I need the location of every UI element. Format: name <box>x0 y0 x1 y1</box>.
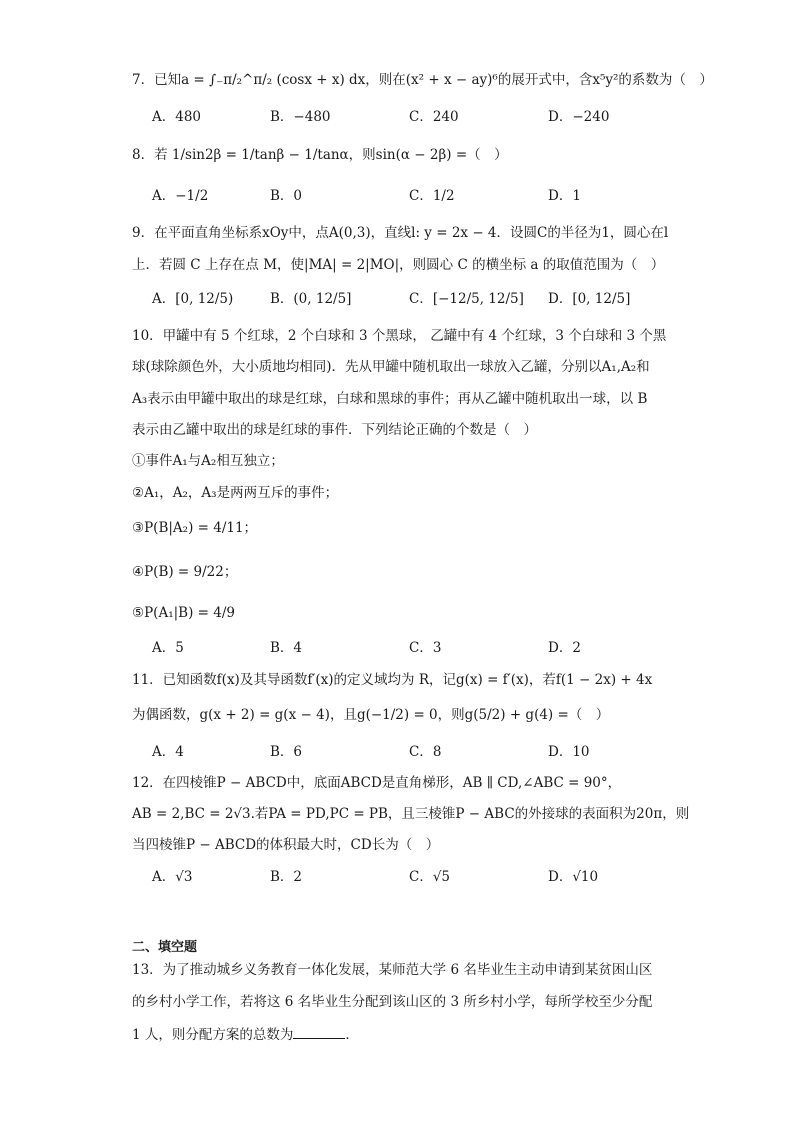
q7-option-d[interactable]: D．−240 <box>548 109 610 125</box>
q10-statement-1: ①事件A₁与A₂相互独立； <box>132 453 284 469</box>
q10-line-3: A₃表示由甲罐中取出的球是红球，白球和黑球的事件；再从乙罐中随机取出一球，以 B <box>132 391 648 407</box>
q10-option-c[interactable]: C．3 <box>409 640 442 656</box>
q10-statement-2: ②A₁，A₂，A₃是两两互斥的事件； <box>132 485 339 501</box>
q9-option-a[interactable]: A．[0, 12/5) <box>152 291 234 307</box>
q11-option-d[interactable]: D．10 <box>548 744 590 760</box>
q13-answer-blank[interactable] <box>293 1024 345 1039</box>
q12-option-d[interactable]: D．√10 <box>548 869 599 885</box>
q8-option-d[interactable]: D．1 <box>548 188 581 204</box>
q12-line-3: 当四棱锥P − ABCD的体积最大时，CD长为（ ） <box>132 837 440 853</box>
q7-stem: 7．已知a = ∫₋π/₂^π/₂ (cosx + x) dx，则在(x² + x − ay)⁶的展开式中，含x⁵y²的系数为（ ） <box>132 72 713 88</box>
q9-option-c[interactable]: C．[−12/5, 12/5] <box>409 291 524 307</box>
q10-option-a[interactable]: A．5 <box>152 640 184 656</box>
q11-options <box>152 741 672 763</box>
q10-option-b[interactable]: B．4 <box>270 640 303 656</box>
q9-option-d[interactable]: D．[0, 12/5] <box>548 291 631 307</box>
q12-line-1: 12．在四棱锥P − ABCD中，底面ABCD是直角梯形，AB ∥ CD,∠ABC = 90°， <box>132 775 622 791</box>
section-title-fill-in: 二、填空题 <box>132 940 198 955</box>
q10-statement-3: ③P(B|A₂) = 4/11； <box>132 520 258 536</box>
q13-line-2: 的乡村小学工作，若将这 6 名毕业生分配到该山区的 3 所乡村小学，每所学校至少分配 <box>132 994 653 1010</box>
q9-line-2: 上．若圆 C 上存在点 M，使|MA| = 2|MO|，则圆心 C 的横坐标 a 的取值范围为（ ） <box>132 257 665 273</box>
q8-stem: 8．若 1/sin2β = 1/tanβ − 1/tanα，则sin(α − 2β) =（ ） <box>132 147 508 163</box>
q7-option-c[interactable]: C．240 <box>409 109 459 125</box>
q12-option-c[interactable]: C．√5 <box>409 869 451 885</box>
q9-line-1: 9．在平面直角坐标系xOy中，点A(0,3)，直线l: y = 2x − 4．设圆C的半径为1，圆心在l <box>132 225 669 241</box>
q13-line-1: 13．为了推动城乡义务教育一体化发展，某师范大学 6 名毕业生主动申请到某贫困山区 <box>132 962 653 978</box>
q7-option-a[interactable]: A．480 <box>152 109 202 125</box>
q10-statement-4: ④P(B) = 9/22； <box>132 564 238 580</box>
q13-line-3 <box>132 1024 359 1045</box>
q8-option-a[interactable]: A．−1/2 <box>152 188 209 204</box>
q8-option-c[interactable]: C．1/2 <box>409 188 455 204</box>
q12-options <box>152 866 672 888</box>
q12-line-2: AB = 2,BC = 2√3.若PA = PD,PC = PB，且三棱锥P − ABC的外接球的表面积为20π，则 <box>132 806 690 822</box>
q10-option-d[interactable]: D．2 <box>548 640 581 656</box>
q13-tail: ． <box>345 1027 359 1043</box>
q11-line-1: 11．已知函数f(x)及其导函数f′(x)的定义域均为 R，记g(x) = f′(x)，若f(1 − 2x) + 4x <box>132 672 653 688</box>
q11-option-b[interactable]: B．6 <box>270 744 303 760</box>
q8-options <box>152 185 672 207</box>
q11-option-a[interactable]: A．4 <box>152 744 184 760</box>
q11-option-c[interactable]: C．8 <box>409 744 442 760</box>
q10-options <box>152 637 672 659</box>
q10-statement-5: ⑤P(A₁|B) = 4/9 <box>132 605 235 621</box>
q13-line-3-text: 1 人，则分配方案的总数为 <box>132 1027 294 1043</box>
q10-line-2: 球(球除颜色外，大小质地均相同)．先从甲罐中随机取出一球放入乙罐，分别以A₁,A₂和 <box>132 359 650 375</box>
q9-option-b[interactable]: B．(0, 12/5] <box>270 291 352 307</box>
q12-option-b[interactable]: B．2 <box>270 869 303 885</box>
q12-option-a[interactable]: A．√3 <box>152 869 193 885</box>
q11-line-2: 为偶函数，g(x + 2) = g(x − 4)，且g(−1/2) = 0，则g(5/2) + g(4) =（ ） <box>132 707 610 723</box>
q9-options <box>152 288 672 310</box>
q7-option-b[interactable]: B．−480 <box>270 109 331 125</box>
q8-option-b[interactable]: B．0 <box>270 188 303 204</box>
q10-line-4: 表示由乙罐中取出的球是红球的事件．下列结论正确的个数是（ ） <box>132 422 537 438</box>
q7-options <box>152 106 672 128</box>
q10-line-1: 10．甲罐中有 5 个红球，2 个白球和 3 个黑球， 乙罐中有 4 个红球，3 个白球和 3 个黑 <box>132 328 667 344</box>
